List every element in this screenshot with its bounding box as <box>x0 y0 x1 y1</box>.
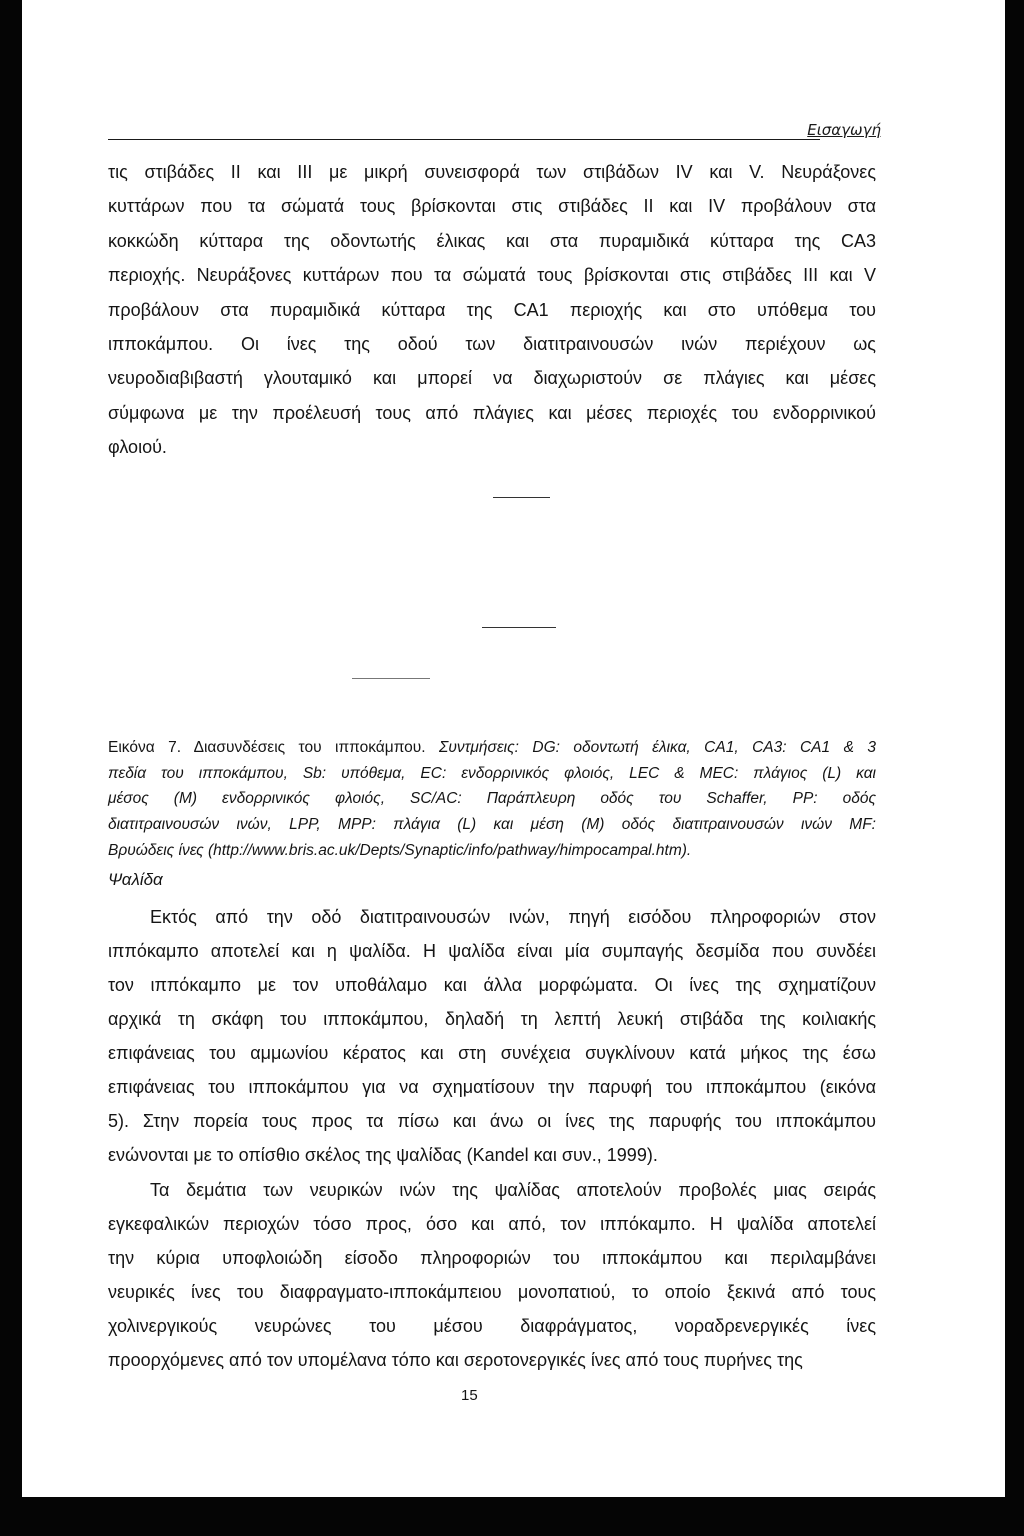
text-line: Τα δεμάτια των νευρικών ινών της ψαλίδας αποτελούν προβολές μιας σειράς <box>150 1180 876 1200</box>
caption-line: μέσος (M) ενδορρινικός φλοιός, SC/AC: Παράπλευρη οδός του Schaffer, PP: οδός <box>108 790 876 808</box>
header-rule <box>108 139 820 140</box>
running-header-title: Εισαγωγή <box>807 121 881 139</box>
figure-remnant-line <box>482 627 556 628</box>
text-line: χολινεργικούς νευρώνες του μέσου διαφράγματος, νοραδρενεργικές ίνες <box>108 1316 876 1336</box>
text-line: προορχόμενες από τον υπομέλανα τόπο και σεροτονεργικές ίνες από τους πυρήνες της <box>108 1350 803 1370</box>
caption-line: πεδία του ιπποκάμπου, Sb: υπόθεμα, EC: ενδορρινικός φλοιός, LEC & MEC: πλάγιος (L) και <box>108 764 876 782</box>
text-line: φλοιού. <box>108 437 167 458</box>
figure-remnant-line <box>352 678 430 679</box>
paragraph-fornix-2 <box>108 1173 876 1377</box>
text-line: ενώνονται με το οπίσθιο σκέλος της ψαλίδας (Kandel και συν., 1999). <box>108 1145 658 1165</box>
text-line: κοκκώδη κύτταρα της οδοντωτής έλικας και στα πυραμιδικά κύτταρα της CA3 <box>108 230 876 251</box>
text-line: ιππόκαμπο αποτελεί και η ψαλίδα. Η ψαλίδα είναι μία συμπαγής δεσμίδα που συνδέει <box>108 941 876 961</box>
text-line: εγκεφαλικών περιοχών τόσο προς, όσο και από, τον ιππόκαμπο. Η ψαλίδα αποτελεί <box>108 1214 876 1234</box>
figure-remnant-line <box>493 497 550 498</box>
text-line: νευρικές ίνες του διαφραγματο-ιπποκάμπειου μονοπατιού, το οποίο ξεκινά από τους <box>108 1282 876 1302</box>
text-line: κυττάρων που τα σώματά τους βρίσκονται στις στιβάδες ΙΙ και IV προβάλουν στα <box>108 196 876 217</box>
caption-line: διατιτραινουσών ινών, LPP, MPP: πλάγια (L) και μέση (M) οδός διατιτραινουσών ινών MF: <box>108 816 876 834</box>
text-line: προβάλουν στα πυραμιδικά κύτταρα της CA1 περιοχής και στο υπόθεμα του <box>108 299 876 320</box>
text-line: περιοχής. Νευράξονες κυττάρων που τα σώματά τους βρίσκονται στις στιβάδες ΙΙΙ και V <box>108 265 876 286</box>
figure-label: Εικόνα 7. Διασυνδέσεις του ιπποκάμπου. <box>108 739 426 756</box>
paragraph-intro-continuation <box>108 155 876 465</box>
page-number: 15 <box>461 1387 478 1404</box>
text-line: την κύρια υποφλοιώδη είσοδο πληροφοριών του ιπποκάμπου και περιλαμβάνει <box>108 1248 876 1268</box>
document-page <box>22 0 1005 1497</box>
text-line: τον ιππόκαμπο με τον υποθάλαμο και άλλα μορφώματα. Οι ίνες της σχηματίζουν <box>108 975 876 995</box>
paragraph-fornix-1 <box>108 900 876 1172</box>
text-line: τις στιβάδες ΙΙ και ΙΙΙ με μικρή συνεισφορά των στιβάδων IV και V. Νευράξονες <box>108 162 876 182</box>
section-heading: Ψαλίδα <box>108 870 163 889</box>
caption-line: Βρυώδεις ίνες (http://www.bris.ac.uk/Depts/Synaptic/info/pathway/himpocampal.htm). <box>108 841 692 859</box>
figure-caption <box>108 735 876 864</box>
text-line: αρχικά τη σκάφη του ιπποκάμπου, δηλαδή τη λεπτή λευκή στιβάδα της κοιλιακής <box>108 1009 876 1029</box>
text-line: Εκτός από την οδό διατιτραινουσών ινών, πηγή εισόδου πληροφοριών στον <box>150 907 876 927</box>
text-line: επιφάνειας του αμμωνίου κέρατος και στη συνέχεια συγκλίνουν κατά μήκος της έσω <box>108 1043 876 1063</box>
text-line: επιφάνειας του ιπποκάμπου για να σχηματίσουν την παρυφή του ιπποκάμπου (εικόνα <box>108 1077 876 1097</box>
text-line: σύμφωνα με την προέλευσή τους από πλάγιες και μέσες περιοχές του ενδορρινικού <box>108 402 876 423</box>
text-line: 5). Στην πορεία τους προς τα πίσω και άνω οι ίνες της παρυφής του ιπποκάμπου <box>108 1111 876 1131</box>
text-line: ιπποκάμπου. Οι ίνες της οδού των διατιτραινουσών ινών περιέχουν ως <box>108 334 876 354</box>
caption-line <box>108 735 876 761</box>
caption-abbreviations: Συντμήσεις: DG: οδοντωτή έλικα, CA1, CA3: CA1 & 3 <box>439 739 876 756</box>
text-line: νευροδιαβιβαστή γλουταμικό και μπορεί να διαχωριστούν σε πλάγιες και μέσες <box>108 368 876 389</box>
